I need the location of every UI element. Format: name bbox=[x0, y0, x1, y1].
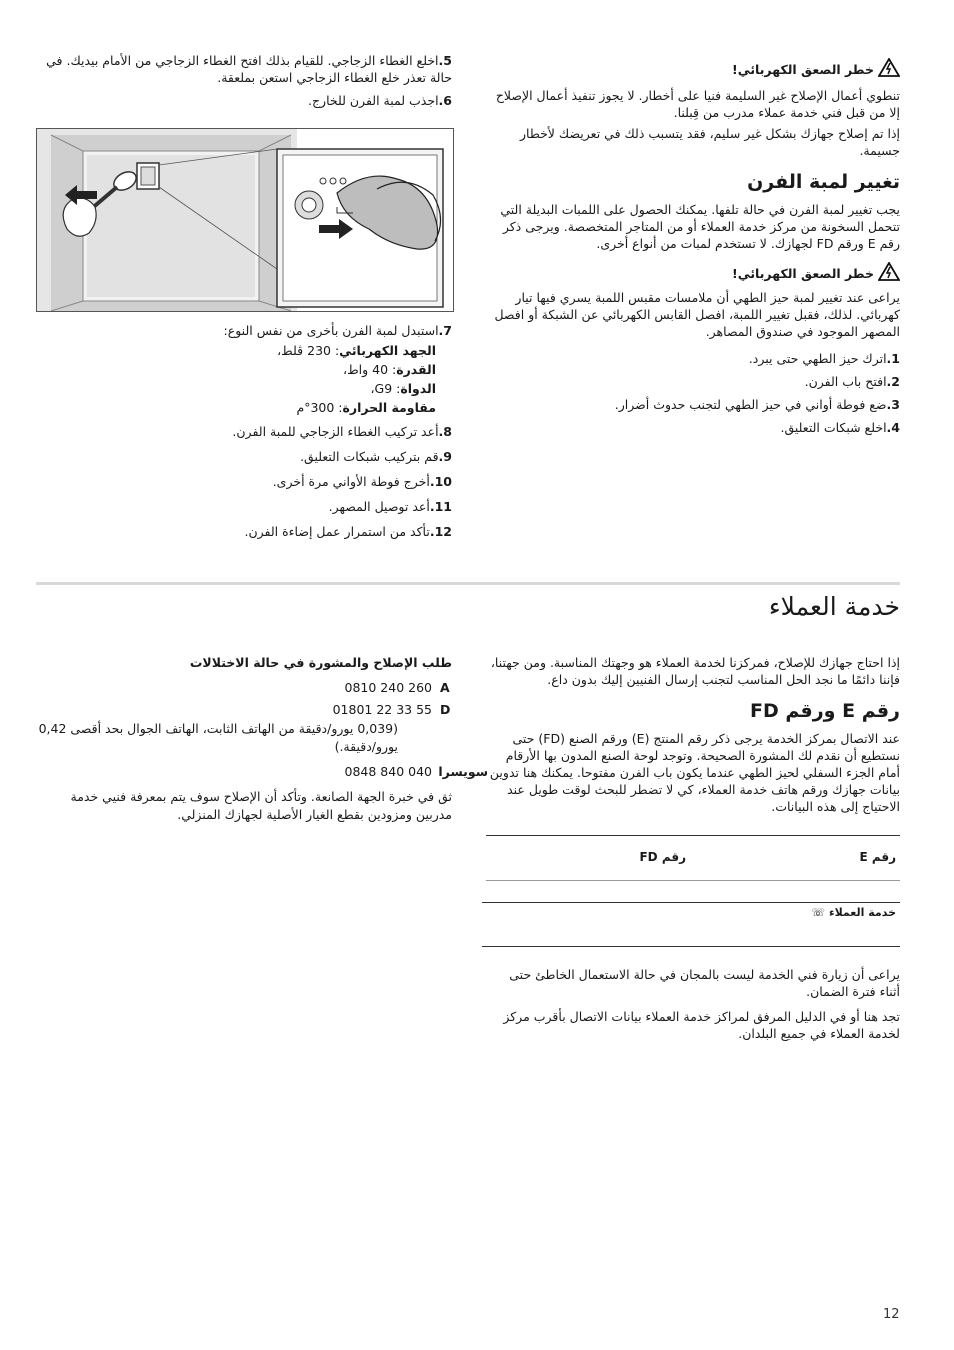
spec-temperature: مقاومة الحرارة: 300°م bbox=[296, 400, 436, 415]
list-item: 6.اجذب لمبة الفرن للخارج. bbox=[308, 93, 452, 108]
list-item: 12.تأكد من استمرار عمل إضاءة الفرن. bbox=[244, 524, 452, 539]
list-item: 1.اترك حيز الطهي حتى يبرد. bbox=[748, 351, 900, 366]
left-column-top bbox=[36, 52, 452, 115]
lamp-specs bbox=[36, 341, 452, 417]
table-service-label: خدمة العملاء ☏ bbox=[811, 906, 896, 919]
spec-power: القدرة: 40 واط، bbox=[343, 362, 436, 377]
list-item: 10.أخرج فوطة الأواني مرة أخرى. bbox=[272, 474, 452, 489]
list-item: 11.أعد توصيل المصهر. bbox=[328, 499, 452, 514]
list-item: 3.ضع فوطة أواني في حيز الطهي لتجنب حدوث أضرار. bbox=[614, 397, 900, 412]
warning-text: يراعى عند تغيير لمبة حيز الطهي أن ملامسات مقبس اللمبة يسري فيها تيار كهربائي. لذلك، فقبل تغيير اللمبة، افصل القابس الكهربائي عن الشبكة أو افصل المصهر الموجود في صندوق المصاهر. bbox=[494, 290, 900, 339]
enr-heading: رقم E ورقم FD bbox=[750, 700, 900, 722]
table-rule bbox=[486, 835, 900, 836]
phone-cost-note: (0,039 يورو/دقيقة من الهاتف الثابت، الهاتف الجوال بحد أقصى 0,42 يورو/دقيقة.) bbox=[38, 721, 398, 754]
table-rule bbox=[482, 946, 900, 947]
spec-voltage: الجهد الكهربائي: 230 ڤلط، bbox=[277, 343, 436, 358]
phone-number: 01801 22 33 55 bbox=[332, 702, 432, 717]
table-fd-label: رقم FD bbox=[639, 850, 686, 864]
list-item: 4.اخلع شبكات التعليق. bbox=[780, 420, 900, 435]
steps-list bbox=[36, 423, 452, 540]
service-notes bbox=[486, 966, 900, 1042]
note-paragraph: يراعى أن زيارة فني الخدمة ليست بالمجان في حالة الاستعمال الخاطئ حتى أثناء فترة الضمان. bbox=[509, 967, 900, 999]
service-intro: إذا احتاج جهازك للإصلاح، فمركزنا لخدمة العملاء هو وجهتك المناسبة. ومن جهتنا، فإننا دائمًا ما نجد الحل المناسب لتجنب إرسال الفنيين إليك بدون داع. bbox=[490, 655, 900, 687]
phone-number: 0810 240 260 bbox=[344, 680, 432, 695]
right-column bbox=[486, 58, 900, 442]
country-code: A bbox=[440, 680, 450, 695]
lamp-heading: تغيير لمبة الفرن bbox=[747, 171, 900, 193]
page-number: 12 bbox=[883, 1307, 900, 1322]
warning-title: خطر الصعق الكهربائي! bbox=[486, 262, 900, 285]
repair-heading: طلب الإصلاح والمشورة في حالة الاختلالات bbox=[189, 655, 452, 670]
warning-triangle-icon bbox=[878, 262, 900, 285]
lamp-illustration bbox=[36, 128, 454, 312]
lamp-intro: يجب تغيير لمبة الفرن في حالة تلفها. يمكنك الحصول على اللمبات البديلة التي تتحمل السخونة من مركز خدمة العملاء أو من المتاجر المتخصصة. ويرجى ذكر رقم E ورقم FD لجهازك. لا تستخدم لمبات من أنواع أخرى. bbox=[500, 202, 900, 251]
table-rule bbox=[482, 902, 900, 903]
section-title: خدمة العملاء bbox=[768, 592, 900, 621]
phone-number: 0848 840 040 bbox=[344, 764, 432, 779]
left-column-steps bbox=[36, 322, 452, 546]
list-item: 5.اخلع الغطاء الزجاجي. للقيام بذلك افتح الغطاء الزجاجي من الأمام بيديك. في حالة تعذر خلع الغطاء الزجاجي استعن بملعقة. bbox=[46, 53, 452, 85]
list-item: 8.أعد تركيب الغطاء الزجاجي للمبة الفرن. bbox=[232, 424, 452, 439]
note-paragraph: تجد هنا أو في الدليل المرفق لمراكز خدمة العملاء بيانات الاتصال بأقرب مركز لخدمة العملاء في جميع البلدان. bbox=[503, 1009, 900, 1041]
list-item: 2.افتح باب الفرن. bbox=[804, 374, 900, 389]
warning-text: تنطوي أعمال الإصلاح غير السليمة فنيا على أخطار. لا يجوز تنفيذ أعمال الإصلاح إلا من قبل فني خدمة عملاء مدرب من قِبلنا. bbox=[495, 88, 900, 120]
country-name: سويسرا bbox=[438, 764, 488, 779]
section-divider bbox=[36, 582, 900, 585]
service-right-column bbox=[486, 654, 900, 815]
table-rule bbox=[486, 880, 900, 881]
list-item: 9.قم بتركيب شبكات التعليق. bbox=[300, 449, 452, 464]
country-code: D bbox=[440, 702, 451, 717]
warning-text: إذا تم إصلاح جهازك بشكل غير سليم، فقد يتسبب ذلك في تعريضك لأخطار جسيمة. bbox=[519, 126, 900, 158]
warning-triangle-icon bbox=[878, 58, 900, 81]
enr-text: عند الاتصال بمركز الخدمة يرجى ذكر رقم المنتج (E) ورقم الصنع (FD) حتى نستطيع أن نقدم لك المشورة الصحيحة. وتوجد لوحة الصنع المدون بها الأرقام أمام الجزء السفلي لحيز الطهي عندما يكون باب الفرن مفتوحا. يمكنك هنا تدوين بيانات جهازك ورقم هاتف خدمة العملاء، كي لا تضطر للبحث لوقت طويل عند الاحتياج إلى هذه البيانات. bbox=[489, 731, 900, 814]
trust-note: ثق في خبرة الجهة الصانعة. وتأكد أن الإصلاح سوف يتم بمعرفة فنيي خدمة مدربين ومزودين بقطع الغيار الأصلية لجهازك المنزلي. bbox=[70, 789, 452, 822]
spec-socket: الدواة: G9، bbox=[370, 381, 436, 396]
list-item: 7.استبدل لمبة الفرن بأخرى من نفس النوع: bbox=[223, 323, 452, 338]
table-e-label: رقم E bbox=[859, 850, 896, 864]
warning-title: خطر الصعق الكهربائي! bbox=[486, 58, 900, 81]
steps-list bbox=[486, 350, 900, 436]
